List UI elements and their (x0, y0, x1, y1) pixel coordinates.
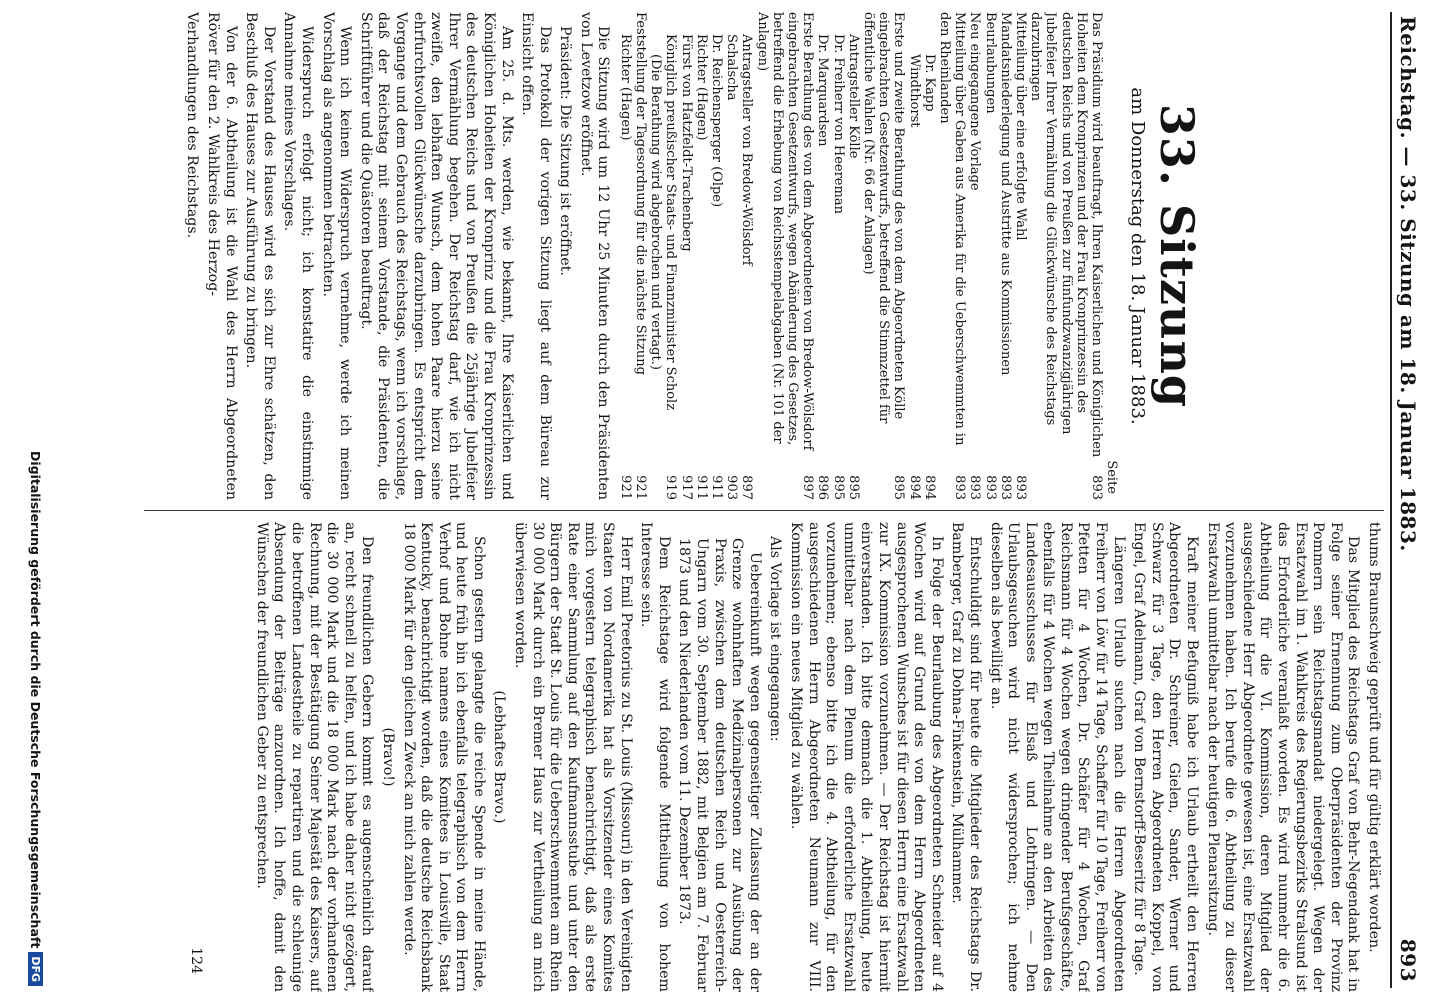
digitization-footer (16, 0, 56, 1000)
toc-item: Antragsteller Kölle 895 (845, 34, 861, 500)
toc-item: Beurlaubungen 893 (982, 12, 998, 500)
applause-note: (Lebhaftes Bravo.) (491, 690, 508, 824)
toc-item: Windthorst 894 (906, 54, 922, 500)
toc-item: Schalscha 903 (724, 34, 740, 500)
header-rule (1390, 12, 1392, 988)
footer-source-note: Verhandlungen des Reichstags. (184, 12, 201, 239)
toc-page-heading: Seite (1104, 460, 1119, 494)
toc-item: Fürst von Hatzfeldt-Trachenberg 917 (678, 34, 694, 500)
toc-item: Feststellung der Tagesordnung für die nächste Sitzung 921 (632, 12, 648, 500)
toc-item: Mandatsniederlegung und Austritte aus Kommissionen 893 (997, 12, 1013, 500)
column-divider (144, 510, 1384, 511)
toc-item: Richter (Hagen) 911 (693, 34, 709, 500)
paragraph: Der Vorstand des Hauses wird es sich zur Ehre schätzen, den Beschluß des Hauses zur Ausführung zu bringen. (243, 12, 277, 500)
paragraph: Entschuldigt sind für heute die Mitglieder des Reichstags Dr. Bamberger, Graf zu Dohna-Finkenstein, Mülhammer. (949, 522, 983, 992)
toc-item: Mitteilung über eine erfolgte Wahl 893 (1012, 12, 1028, 500)
paragraph: Am 25. d. Mts. werden, wie bekannt, Ihre Kaiserlichen und Königlichen Hoheiten der Kronprinz und die Frau Kronprinzessin des deutschen Reichs und von Preußen die 25jährige Jubelfeier Ihrer Vermählung begehen. Der Reichstag darf, wie ich nicht zweifle, den lebhaften Wunsch, dem hohen Paare hierzu seine ehrfurchtsvollen Glückwünsche darzubringen. Es entspricht dem Vorgange und dem Gebrauch des Reichstags, wenn ich vorschlage, daß der Reichstag mit seinem Vorstande, die Präsidenten, die Schriftführer und die Quästoren beauftragt. (357, 12, 515, 500)
right-column (132, 522, 1382, 992)
toc-item: Mitteilung über Gaben aus Amerika für die Ueberschwemmten in den Rheinlanden 893 (936, 12, 968, 500)
paragraph: Das Protokoll der vorigen Sitzung liegt auf dem Büreau zur Einsicht offen. (519, 12, 553, 500)
paragraph: In Folge der Beurlaubung des Abgeordneten Schneider auf 4 Wochen wird auf Grund des von dem Herrn Abgeordneten ausgesprochenen Wunsches ist für diesen Herrn eine Ersatzwahl zur IX. Kommission vorzunehmen. — Der Reichstag ist hiermit einverstanden. Ich bitte demnach die 1. Abtheilung, heute unmittelbar nach dem Plenum die erforderliche Ersatzwahl vorzunehmen; ebenso bitte ich die 4. Abtheilung, für den ausgeschiedenen Herrn Abgeordneten Neumann zur VIII. Kommission ein neues Mitglied zu wählen. (788, 522, 945, 992)
digitization-note: Digitalisierung gefördert durch die Deutsche Forschungsgemeinschaft (28, 450, 44, 949)
toc-item: Erste und zweite Berathung des von dem Abgeordneten Kölle eingebrachten Gesetzentwurfs, betreffend die Stimmzettel für öffentliche Wahlen (Nr. 66 der Anlagen) 895 (860, 12, 907, 500)
toc-item: Richter (Hagen) 921 (617, 34, 633, 500)
left-body-text (183, 12, 612, 500)
toc-item: Königlich preußischer Staats- und Finanzminister Scholz 919 (663, 34, 679, 500)
paragraph: Das Mitglied des Reichstags Graf von Behr-Negendank hat in Folge seiner Ernennung zum Oberpräsidenten der Provinz Pommern sein Reichstagsmandat niedergelegt. Wegen der Ersatzwahl im 1. Wahlkreis des Regierungsbezirks Stralsund ist das Erforderliche veranlaßt worden. Es wird nunmehr die 6. Abtheilung für die VI. Kommission, deren Mitglied der ausgeschiedene Herr Abgeordnete gewesen ist, eine Ersatzwahl vorzunehmen haben. Ich berufe die 6. Abtheilung zu dieser Ersatzwahl unmittelbar nach der heutigen Plenarsitzung. (1204, 522, 1362, 992)
paragraph: Den freundlichen Gebern kommt es augenscheinlich darauf an, recht schnell zu helfen, und ich habe daher nicht gezögert, die 30 000 Mark und die 18 000 Mark nach der vorhandenen Rechnung, mit der Bestätigung Seiner Majestät des Kaisers, auf die betroffenen Landestheile zu repartiren und die schleunige Absendung der Beiträge anzuordnen. Ich hoffe, damit den Wünschen der freundlichen Geber zu entsprechen. (253, 522, 376, 992)
paragraph: Präsident: Die Sitzung ist eröffnet. (557, 26, 574, 276)
session-date: am Donnerstag den 18. Januar 1883. (1127, 87, 1148, 425)
paragraph: Kraft meiner Befugniß habe ich Urlaub ertheilt den Herren Abgeordneten Dr. Schreiner, Gielen, Sander, Werner und Schwarz für 3 Tage, den Herren Abgeordneten Koppel, von Engel, Graf Adelmann, Graf von Bernstorff-Beseritz für 8 Tage. (1131, 522, 1201, 992)
paragraph: Längeren Urlaub suchen nach die Herren Abgeordneten Freiherr von Löw für 14 Tage, Schaffer für 10 Tage, Freiherr von Pfetten für 4 Wochen, Dr. Schäfer für 4 Wochen, Graf Reichsmann für 4 Wochen wegen dringender Berufsgeschäfte, ebenfalls für 4 Wochen wegen Theilnahme an den Arbeiten des Landesausschusses für Elsaß und Lothringen. — Den Urlaubsgesuchen wird nicht widersprochen; ich nehme dieselben als bewilligt an. (987, 522, 1127, 992)
paragraph: Herr Emil Preetorius zu St. Louis (Missouri) in den Vereinigten Staaten von Nordamerika hat als Vorsitzender eines Komites mich vorgestern telegraphisch benachrichtigt, daß als erste Rate einer Sammlung auf den Kaufmannsstube und unter den Bürgern der Stadt St. Louis für die Ueberschwemmten am Rhein 30 000 Mark durch ein Bremer Haus zur Vertheilung an mich überwiesen worden. (512, 522, 634, 992)
toc-item: Neu eingegangene Vorlage 893 (967, 12, 983, 500)
session-title: 33. Sitzung (1150, 103, 1204, 409)
paragraph: Wenn ich keinen Widerspruch vernehme, werde ich meinen Vorschlag als angenommen betrachten. (319, 12, 354, 500)
running-header (1386, 0, 1426, 1000)
header-page-number: 893 (1396, 938, 1420, 982)
toc-item: Dr. Kapp 894 (921, 54, 937, 500)
toc-item: Dr. Freiherr von Heereman 895 (830, 34, 846, 500)
header-title: Reichstag. — 33. Sitzung am 18. Januar 1883. (1396, 16, 1420, 552)
paragraph: Die Sitzung wird um 12 Uhr 25 Minuten durch den Präsidenten von Levetzow eröffnet. (577, 12, 612, 500)
paragraph: Schon gestern gelangte die reiche Spende in meine Hände, und heute früh bin ich ebenfalls telegraphisch von dem Herrn Verhof und Bohne namens eines Komitees in Louisville, Staat Kentucky, benachrichtigt worden, daß die deutsche Reichsbank 18 000 Mark für den gleichen Zweck an mich zahlen werde. (400, 522, 487, 992)
toc-item: Erste Berathung des von dem Abgeordneten von Bredow-Wölsdorf eingebrachten Gesetzentwurfs, wegen Abänderung des Gesetzes, betreffend die Erhebung von Reichsstempelabgaben (Nr. 101 der Anlagen) 897 (754, 12, 816, 500)
toc-item: Das Präsidium wird beauftragt, Ihren Kaiserlichen und Königlichen Hoheiten dem Kronprinzen und der Frau Kronprinzessin des deutschen Reichs und von Preußen zur fünfundzwanzigjährigen Jubelfeier Ihrer Vermählung die Glückwünsche des Reichstags darzubringen 893 (1028, 12, 1104, 500)
table-of-contents (618, 12, 1105, 500)
paragraph: Als Vorlage ist eingegangen: (767, 536, 784, 742)
paragraph: Dem Reichstage wird folgende Mittheilung von hohem Interesse sein. (638, 522, 672, 992)
signature-mark: 124 (188, 947, 204, 974)
toc-item: Antragsteller von Bredow-Wölsdorf 897 (739, 34, 755, 500)
left-column (132, 12, 1382, 500)
paragraph: Uebereinkunft wegen gegenseitiger Zulassung der an der Grenze wohnhaften Medizinalpersonen zur Ausübung der Praxis, zwischen dem deutschen Reich und Oesterreich-Ungarn vom 30. September 1882, mit Belgien am 7. Februar 1873 und den Niederlanden vom 11. Dezember 1873. (676, 538, 763, 992)
toc-item: Dr. Reichensperger (Olpe) 911 (708, 34, 724, 500)
toc-item: Dr. Marquardsen 896 (815, 34, 831, 500)
dfg-logo: DFG (29, 952, 44, 986)
paragraph: thums Braunschweig geprüft und für gültig erklärt worden. (1366, 522, 1382, 953)
toc-item: (Die Berathung wird abgebrochen und vertagt.) (648, 54, 664, 370)
applause-note: (Bravo!) (379, 727, 396, 787)
paragraph: Von der 6. Abtheilung ist die Wahl des Herrn Abgeordneten Röver für den 2. Wahlkreis des Herzog- (205, 12, 239, 500)
paragraph: Widerspruch erfolgt nicht; ich konstatire die einstimmige Annahme meines Vorschlages. (281, 12, 315, 500)
